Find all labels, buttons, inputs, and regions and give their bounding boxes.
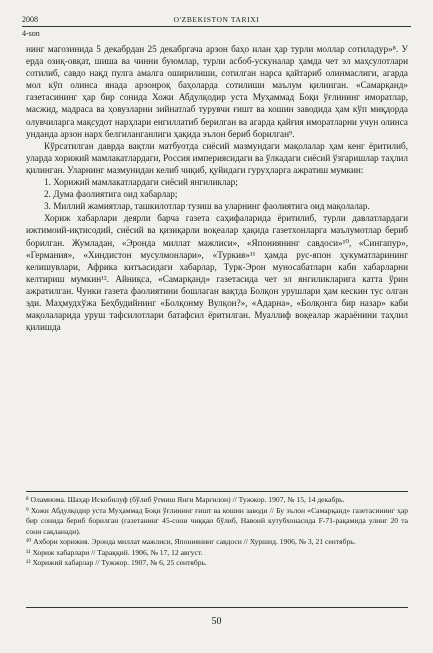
paragraph: Кўрсатилган даврда вақтли матбуотда сиёсий мазмундаги мақолалар ҳам кенг ёритилиб, уларда хорижий мамлакатлардаги, Россия империясидаги ва ўлкадаги сиёсий ўзгаришлар таҳлил қилинган. Уларнинг мазмунидан келиб чиқиб, қуйидаги гуруҳларга ажратиш мумкин: <box>26 140 408 175</box>
footnote-rule <box>26 491 408 492</box>
header-year: 2008 <box>22 15 38 24</box>
footnotes <box>26 495 408 569</box>
list-item: 1. Хорижий мамлакатлардаги сиёсий янгиликлар; <box>44 177 238 188</box>
header-issue: 4-son <box>22 29 40 38</box>
bottom-rule <box>26 607 408 608</box>
page-number: 50 <box>211 616 222 627</box>
header-journal-title: O'ZBEKISTON TARIXI <box>173 15 260 24</box>
header-rule <box>22 26 411 27</box>
list-item: 3. Миллий жамиятлар, ташкилотлар тузиш ва уларнинг фаолиятига оид мақолалар. <box>44 201 370 212</box>
footnote: ¹⁰ Ахбори хорижия. Эронда миллат мажлиси, Япониянинг савдоси // Хуршид. 1906, № 3, 21 сентябрь. <box>26 537 356 546</box>
article-body <box>26 43 408 333</box>
footnote: ⁹ Хожи Абдулқодир уста Муҳаммад Боқи ўғлининг ғишт ва кошин заводи // Бу эълон «Самарқанд» газетасининг ҳар бир сонида бериб борилган (газетанинг 45-сони чиққан бўлиб, Навоий кутубхонасида F-71-рақамида улинг 20 та сони сақланади). <box>26 505 408 536</box>
paragraph: Хориж хабарлари деярли барча газета саҳифаларида ёритилиб, турли давлатлардаги ижтимоий-иқтисодий, сиёсий ва қизиқарли воқеалар ҳақида газетхонларга маълумотлар бериб борилган. Жумладан, «Эронда миллат мажлиси», «Япониянинг савдоси»¹⁰, «Сингапур», «Германия», «Хиндистон мусулмонлари», «Туркия»¹¹ ҳамда рус-япон ҳукуматларининг келишувлари, Африка китъасидаги хабарлар, Турк-Эрон муносабатлари каби хабарларни келтириш мумкин¹². Айниқса, «Самарқанд» газетасида чет эл янгиликларига катта ўрин ажратилган. Чунки газета фаолиятини бошлаган вақтда Болқон урушлари ҳам кескин тус олган эди. Маҳмудхўжа Беҳбудийнинг «Болқонму Вулқон?», «Адарна», «Болқонга бир назар» каби мақолаларида уруш тафсилотлари батафсил ёритилган. Муаллиф воқеалар жараёнини таҳлил қилишда <box>26 213 408 333</box>
footnote: ¹¹ Хориж хабарлари // Тараққий. 1906, № 17, 12 август. <box>26 547 203 557</box>
footnote: ¹² Хорижий хабарлар // Тужжор. 1907, № 6, 25 сентябрь. <box>26 558 207 567</box>
footnote: ⁸ Оламнома. Шаҳар Искобилуф (бўлиб ўтмиш Янги Марғилон) // Тужжор. 1907, № 15, 14 декабрь. <box>26 495 345 504</box>
paragraph: нинг магозинида 5 декабрдан 25 декабргача арзон баҳо илан ҳар турли моллар сотиладур»⁸. У ерда озиқ-овқат, шиша ва чинни буюмлар, турли асбоб-ускуналар ҳамда чет эл маҳсулотлари сотилиб, савдо нақд пулга амалга оширилиши, сотилган нарса қайтариб олинмаслиги, агарда мол кўп олинса янада арзонроқ баҳоларда сотилиши маълум қилинган. «Самарқанд» газетасининг ҳар бир сонида Хожи Абдулқодир уста Муҳаммад Боқи ўғлининг иморатлар, масжид, мадраса ва ҳовузларни зийнатлаб турувчи ғишт ва кошин заводида ҳам кўп миқдорда олувчиларга мақсудот нарҳлари енгиллатиб берилган ва агарда қайғия иморатларни учун олинса унданда арзон нарх белгиланганлиги ҳақида эълон бериб борилган⁹. <box>26 44 408 139</box>
list-item: 2. Дума фаолиятига оид хабарлар; <box>44 189 178 200</box>
